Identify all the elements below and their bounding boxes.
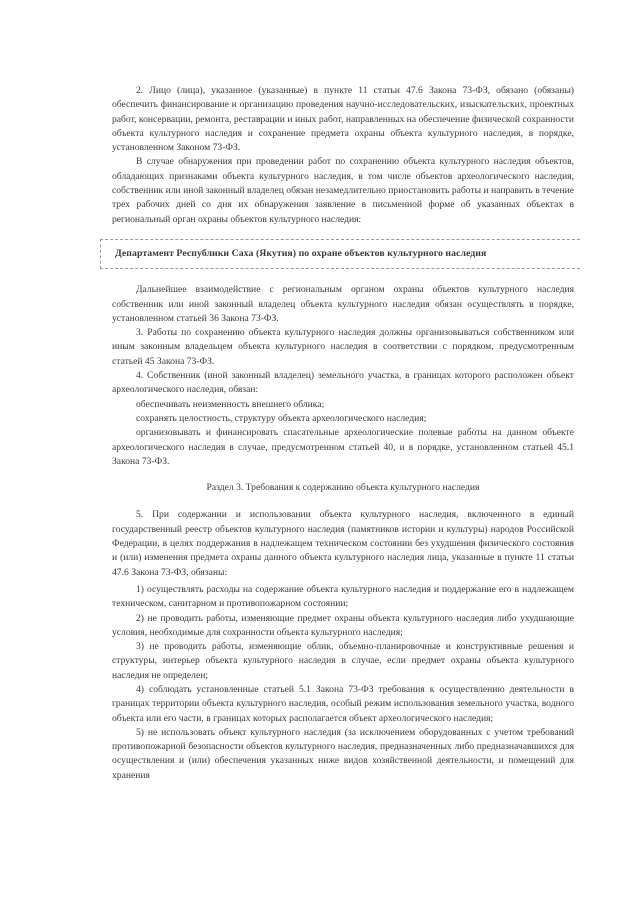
list-item-4-requirements: 4) соблюдать установленные статьей 5.1 Закона 73-ФЗ требования к осуществлению деятельности в границах территории объекта культурного наследия, особый режим использования земельного участка, водного объекта или его части, в границах которых располагается объект археологического наследия;	[112, 683, 574, 724]
list-item-integrity: сохранять целостность, структуру объекта археологического наследия;	[136, 412, 427, 424]
document-body	[112, 84, 574, 783]
section-title: Раздел 3. Требования к содержанию объекта культурного наследия	[206, 482, 480, 494]
department-heading-box	[100, 239, 580, 269]
list-item-1-expenses: 1) осуществлять расходы на содержание объекта культурного наследия и поддержание его в надлежащем техническом, санитарном и противопожарном состоянии;	[112, 583, 574, 610]
paragraph-discovery-notice: В случае обнаружения при проведении работ по сохранению объекта культурного наследия объектов, обладающих признаками объекта культурного наследия, в том числе объектов археологического наследия, собственник или иной законный владелец обязан незамедлительно приостановить работы и направить в течение трех рабочих дней со дня их обнаружения заявление в письменной форме об указанных объектах в региональный орган охраны объектов культурного наследия:	[112, 156, 574, 225]
paragraph-2-financing: 2. Лицо (лица), указанное (указанные) в пункте 11 статьи 47.6 Закона 73-ФЗ, обязано (обязаны) обеспечить финансирование и организацию проведения научно-исследовательских, изыскательских, проектных работ, консервации, ремонта, реставрации и иных работ, направленных на обеспечение физической сохранности объекта культурного наследия и сохранение предмета охраны объекта культурного наследия, в порядке, установленном Законом 73-ФЗ.	[112, 85, 574, 154]
list-item-appearance: обеспечивать неизменность внешнего облика;	[136, 398, 325, 410]
paragraph-3-works: 3. Работы по сохранению объекта культурного наследия должны организовываться собственником или иным законным владельцем объекта культурного наследия в соответствии с порядком, предусмотренным статьей 45 Закона 73-ФЗ.	[112, 327, 574, 367]
list-item-rescue-works: организовывать и финансировать спасательные археологические полевые работы на данном объекте археологического наследия в случае, предусмотренном статьей 40, и в порядке, установленном статьей 45.1 Закона 73-ФЗ.	[112, 427, 574, 467]
department-heading: Департамент Республики Саха (Якутия) по охране объектов культурного наследия	[115, 247, 487, 259]
paragraph-interaction: Дальнейшее взаимодействие с региональным органом охраны объектов культурного наследия собственник или иной законный владелец объекта культурного наследия обязан осуществлять в порядке, установленном статьей 36 Закона 73-ФЗ.	[112, 284, 574, 324]
list-item-3-no-changes: 3) не проводить работы, изменяющие облик, объемно-планировочные и конструктивные решения и структуры, интерьер объекта культурного наследия в случае, если предмет охраны объекта культурного наследия не определен;	[112, 641, 574, 681]
paragraph-4-land-owner: 4. Собственник (иной законный владелец) земельного участка, в границах которого расположен объект археологического наследия, обязан:	[112, 370, 574, 396]
paragraph-5-maintenance: 5. При содержании и использовании объекта культурного наследия, включенного в единый государственный реестр объектов культурного наследия (памятников истории и культуры) народов Российской Федерации, в целях поддержания в надлежащем техническом состоянии без ухудшения физического состояния и (или) изменения предмета охраны данного объекта культурного наследия лица, указанные в пункте 11 статьи 47.6 Закона 73-ФЗ, обязаны:	[112, 509, 574, 578]
list-item-2-no-works: 2) не проводить работы, изменяющие предмет охраны объекта культурного наследия либо ухудшающие условия, необходимые для сохранности объекта культурного наследия;	[112, 612, 574, 638]
list-item-5-no-use: 5) не использовать объект культурного наследия (за исключением оборудованных с учетом требований противопожарной безопасности объектов культурного наследия, предназначенных либо предназначавшихся для осуществления и (или) обеспечения указанных ниже видов хозяйственной деятельности, и помещений для хранения	[112, 726, 574, 781]
